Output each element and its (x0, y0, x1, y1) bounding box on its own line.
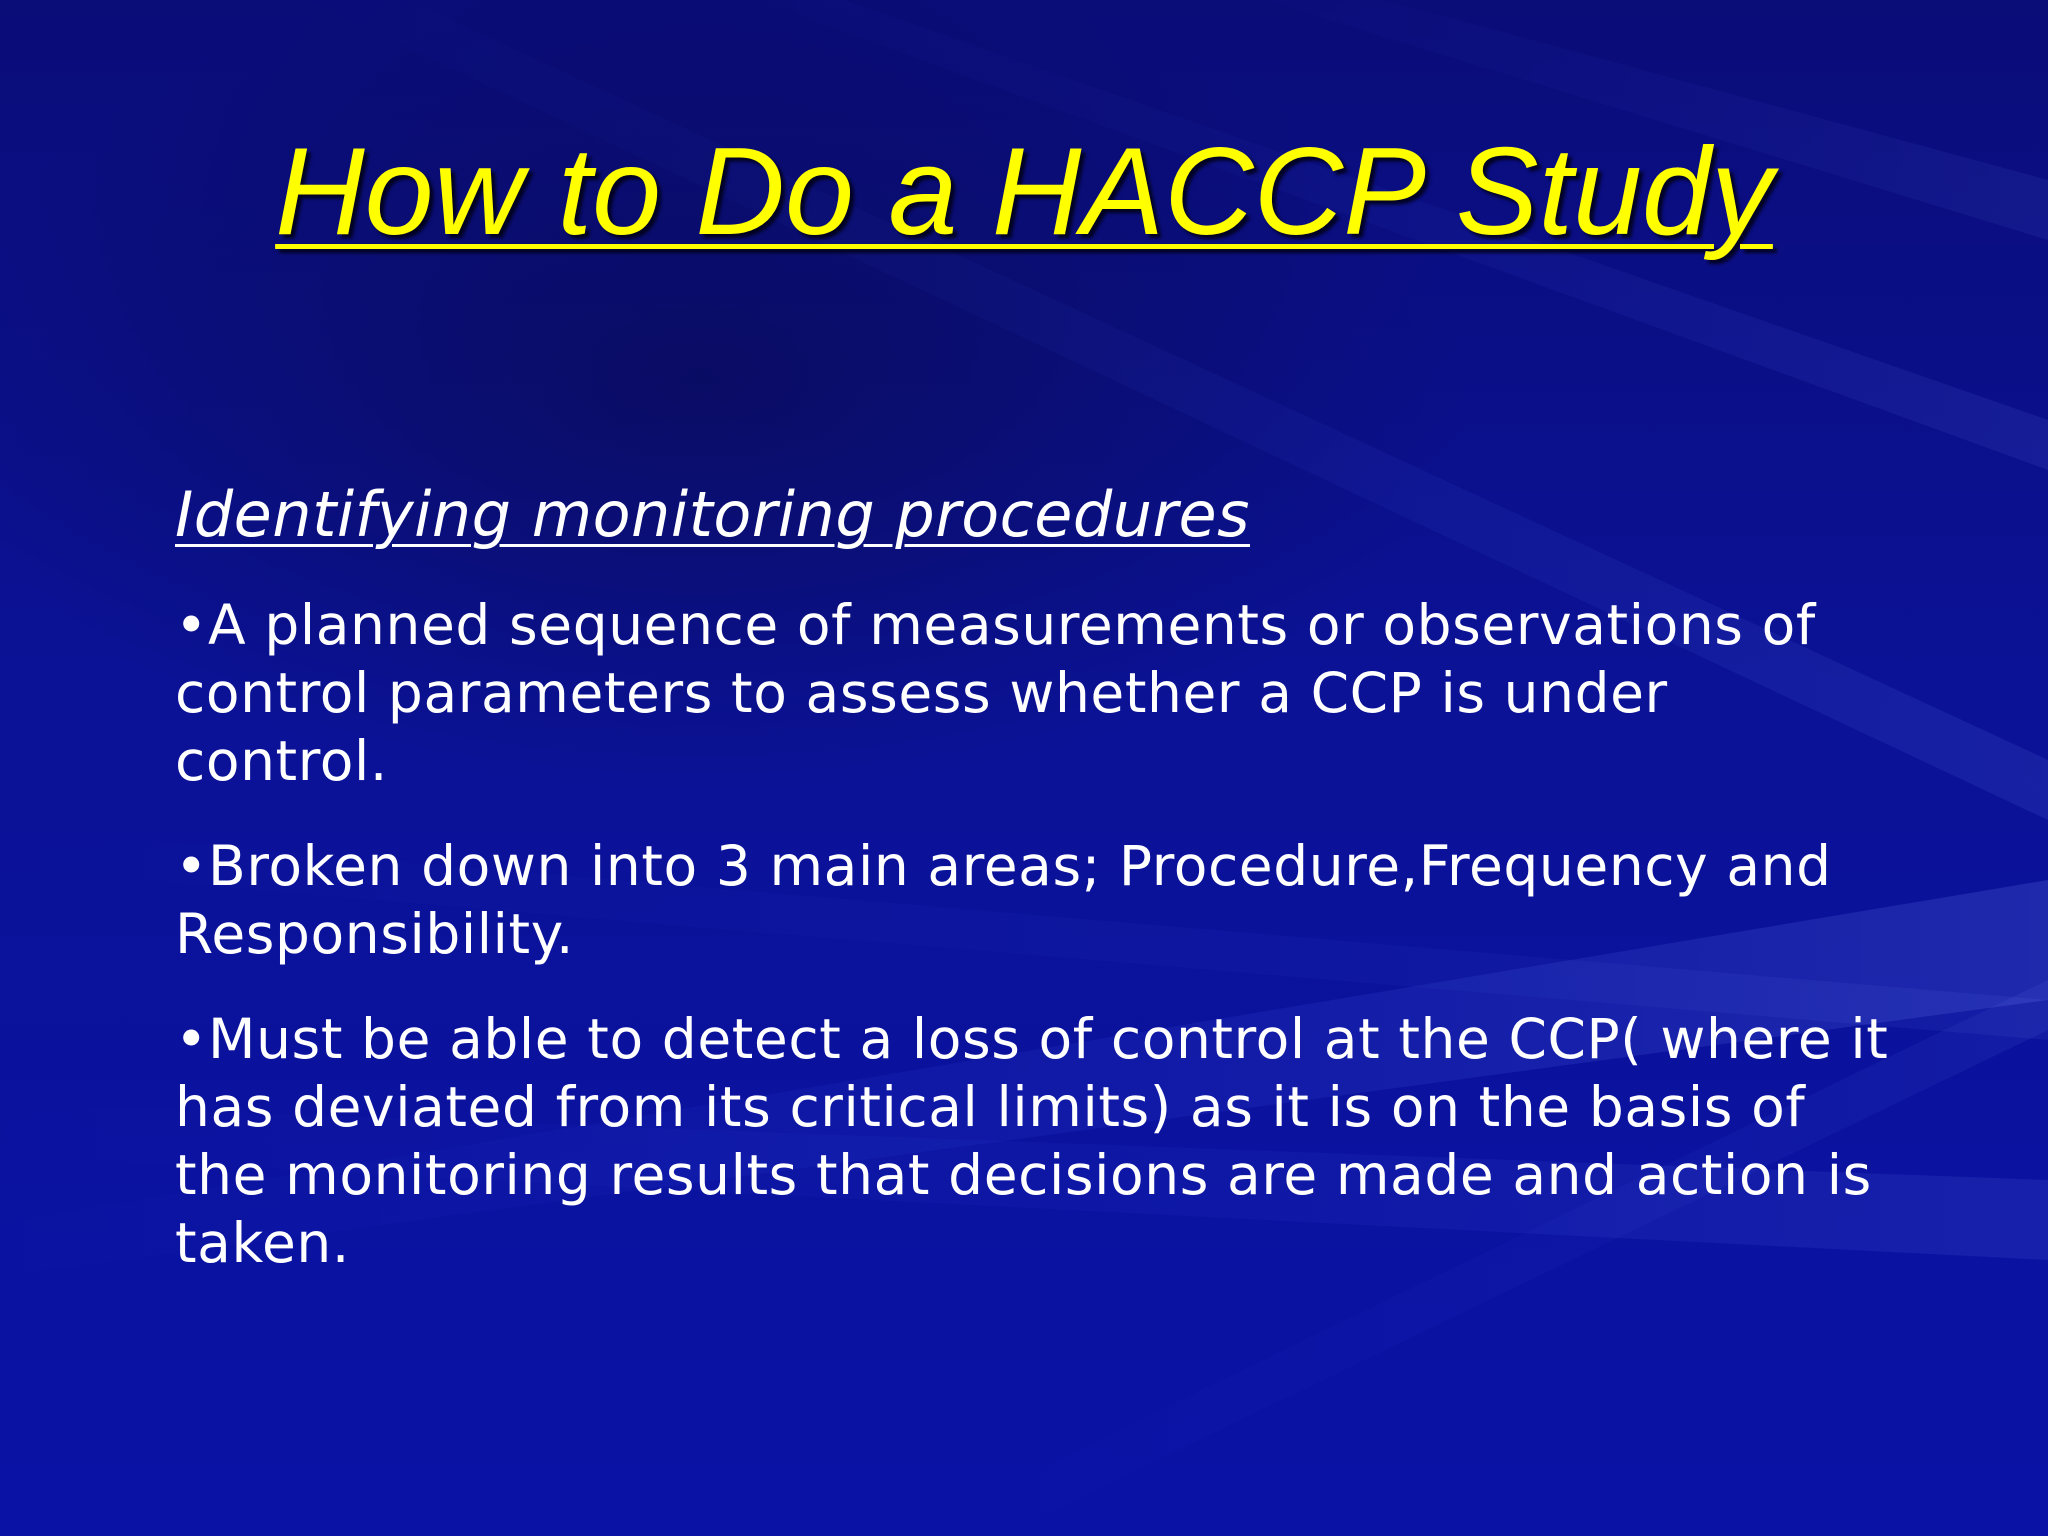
bullet-marker: • (175, 593, 209, 657)
slide-title-text: How to Do a HACCP Study (275, 123, 1773, 261)
bullet-text: Broken down into 3 main areas; Procedure,Frequency and Responsibility. (175, 834, 1832, 966)
bullet-marker: • (175, 1007, 209, 1071)
bullet-marker: • (175, 834, 209, 898)
bullet-item (175, 591, 1895, 795)
bullet-text: A planned sequence of measurements or observations of control parameters to assess whether a CCP is under control. (175, 593, 1816, 793)
slide-title (0, 123, 2048, 261)
bullet-item (175, 1005, 1895, 1277)
slide-body (175, 475, 1895, 1314)
bullet-item (175, 832, 1895, 968)
bullet-text: Must be able to detect a loss of control at the CCP( where it has deviated from its critical limits) as it is on the basis of the monitoring results that decisions are made and action is taken. (175, 1007, 1889, 1275)
section-heading: Identifying monitoring procedures (175, 478, 1250, 551)
